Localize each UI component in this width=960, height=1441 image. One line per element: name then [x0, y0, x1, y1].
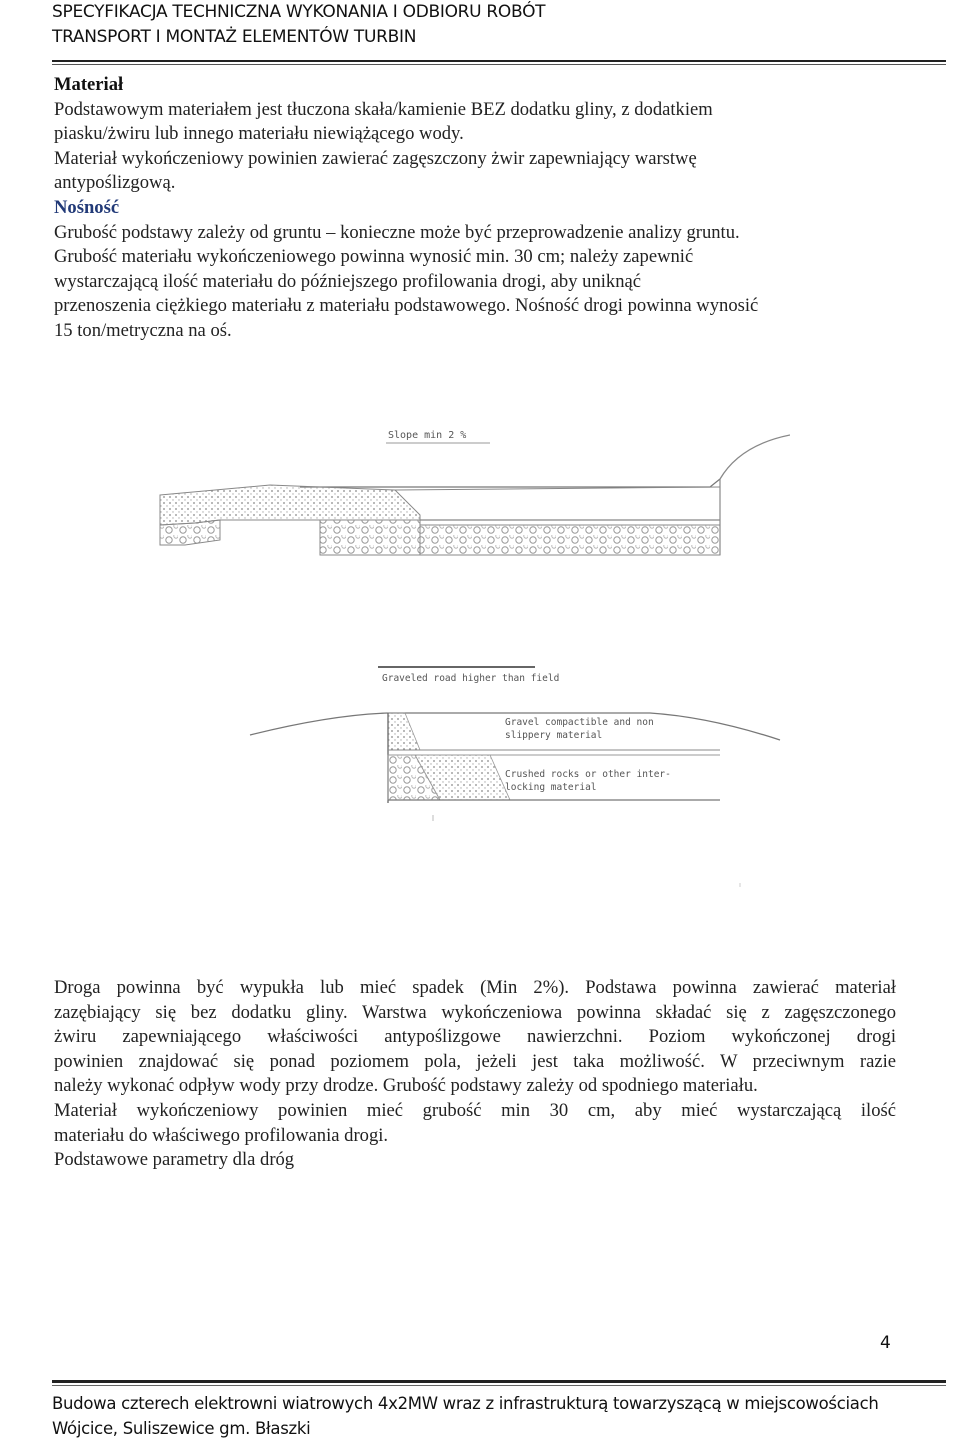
legend-crushed-line1: Crushed rocks or other inter- [505, 769, 671, 780]
header-title-line1: SPECYFIKACJA TECHNICZNA WYKONANIA I ODBIORU ROBÓT [52, 2, 546, 22]
footer-line-2: Wójcice, Suliszewice gm. Błaszki [52, 1419, 311, 1438]
bottom-line-2: zazębiający się bez dodatku gliny. Warstwa wykończeniowa powinna składać się z zagęszczonego [54, 1001, 896, 1023]
footer-line-1: Budowa czterech elektrowni wiatrowych 4x2MW wraz z infrastrukturą towarzyszącą w miejscowościach [52, 1394, 879, 1413]
legend-gravel-line1: Gravel compactible and non [505, 717, 654, 728]
legend-gravel-line2: slippery material [505, 730, 603, 741]
header-title-line2: TRANSPORT I MONTAŻ ELEMENTÓW TURBIN [52, 27, 417, 47]
capacity-line-3: wystarczającą ilość materiału do późniejszego profilowania drogi, aby uniknąć [54, 270, 642, 292]
header-divider [52, 60, 946, 62]
bottom-line-1: Droga powinna być wypukła lub mieć spadek (Min 2%). Podstawa powinna zawierać materiał [54, 977, 896, 998]
legend-crushed-line2: locking material [505, 782, 597, 793]
bottom-paragraph [54, 976, 896, 1173]
header-divider-thin [52, 64, 946, 65]
bottom-line-4: powinien znajdować się ponad poziomem pola, jeżeli jest taka możliwość. W przeciwnym razie [54, 1050, 896, 1072]
material-section [54, 73, 896, 344]
capacity-line-2: Grubość materiału wykończeniowego powinna wynosić min. 30 cm; należy zapewnić [54, 246, 694, 268]
closing-line: Podstawowe parametry dla dróg [54, 1149, 295, 1171]
capacity-line-4: przenoszenia ciężkiego materiału z materiału podstawowego. Nośność drogi powinna wynosić [54, 295, 759, 317]
road-cross-section-figure [150, 405, 790, 925]
capacity-line-1: Grubość podstawy zależy od gruntu – konieczne może być przeprowadzenie analizy gruntu. [54, 221, 740, 243]
bottom-line-5: należy wykonać odpływ wody przy drodze. Grubość podstawy zależy od spodniego materiału. [54, 1075, 758, 1097]
bottom-line-3: żwiru zapewniającego właściwości antypoślizgowe nawierzchni. Poziom wykończonej drogi [54, 1026, 896, 1048]
footer-divider [52, 1380, 946, 1383]
footer-divider-thin [52, 1385, 946, 1386]
bottom-line-6: Materiał wykończeniowy powinien mieć grubość min 30 cm, aby mieć wystarczającą ilość [54, 1099, 896, 1121]
capacity-line-5: 15 ton/metryczna na oś. [54, 319, 232, 341]
bottom-line-7: materiału do właściwego profilowania drogi. [54, 1124, 389, 1146]
graveled-road-label: Graveled road higher than field [382, 673, 560, 684]
capacity-heading: Nośność [54, 196, 120, 218]
material-line-2: piasku/żwiru lub innego materiału niewiążącego wody. [54, 123, 464, 145]
slope-label: Slope min 2 % [388, 430, 467, 441]
page-footer [52, 1391, 932, 1441]
material-line-1: Podstawowym materiałem jest tłuczona skała/kamienie BEZ dodatku gliny, z dodatkiem [54, 98, 713, 120]
page-header [52, 0, 910, 50]
material-heading: Materiał [54, 74, 124, 95]
material-line-4: antypoślizgową. [54, 172, 176, 194]
material-line-3: Materiał wykończeniowy powinien zawierać zagęszczony żwir zapewniający warstwę [54, 147, 697, 169]
page-number: 4 [880, 1333, 891, 1353]
